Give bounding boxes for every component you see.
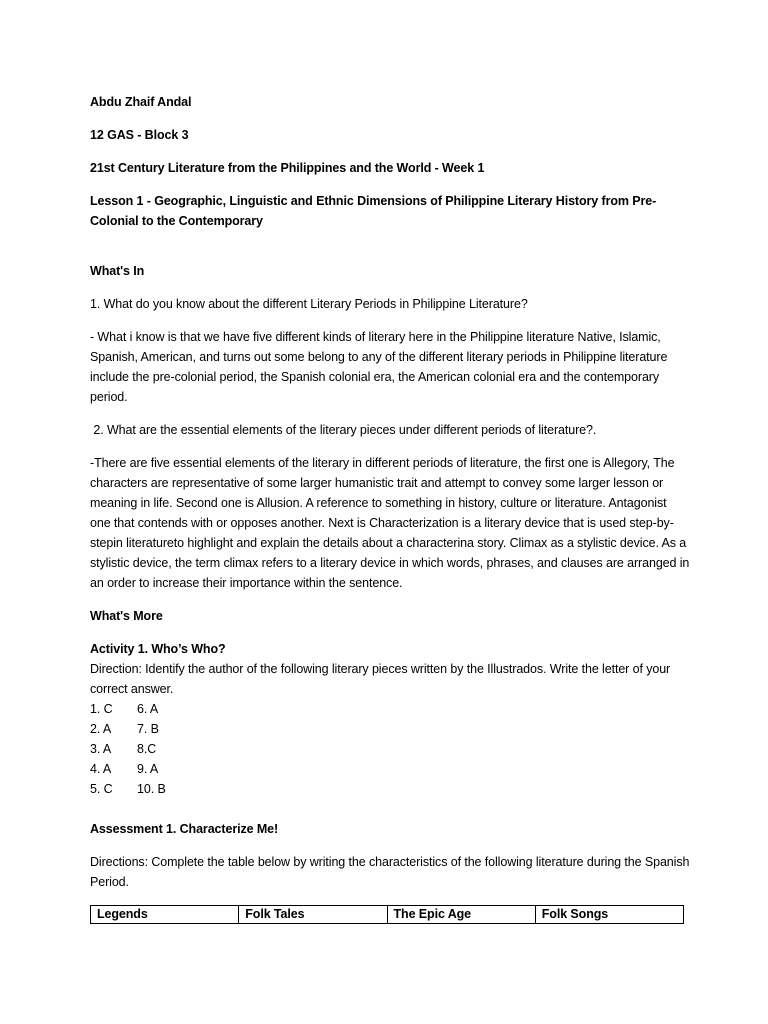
table-header-cell: Legends	[91, 906, 239, 924]
answer-right: 10. B	[137, 782, 166, 796]
answer-left: 1. C	[90, 702, 113, 716]
answer-left: 2. A	[90, 722, 112, 736]
whats-more-heading: What's More	[90, 609, 163, 623]
activity-direction: Direction: Identify the author of the following literary pieces written by the Illustrados. Write the letter of your correct answer.	[90, 662, 671, 696]
answer-row	[90, 759, 690, 779]
table-header-cell: Folk Songs	[535, 906, 683, 924]
answer-row	[90, 739, 690, 759]
answer-row	[90, 719, 690, 739]
answer-row	[90, 699, 690, 719]
table-header-cell: The Epic Age	[387, 906, 535, 924]
table-header-cell: Folk Tales	[239, 906, 387, 924]
answer-left: 4. A	[90, 762, 112, 776]
answer-2: -There are five essential elements of the literary in different periods of literature, the first one is Allegory, The characters are representative of some larger humanistic trait and attempt to convey some larger lesson or meaning in life. Second one is Allusion. A reference to something in history, culture or literature. Antagonist one that contends with or opposes another. Next is Characterization is a literary device that is used step-by-stepin literatureto highlight and explain the details about a characterina story. Climax as a stylistic device. As a stylistic device, the term climax refers to a literary device in which words, phrases, and clauses are arranged in an order to increase their importance within the sentence.	[90, 456, 690, 590]
whats-in-heading: What's In	[90, 264, 145, 278]
question-2: 2. What are the essential elements of the literary pieces under different periods of literature?.	[90, 423, 597, 437]
answer-left: 5. C	[90, 782, 113, 796]
student-section: 12 GAS - Block 3	[90, 128, 189, 142]
activity-title: Activity 1. Who’s Who?	[90, 642, 226, 656]
table-header-row	[91, 906, 684, 924]
answer-key-list	[90, 699, 690, 799]
answer-1: - What i know is that we have five different kinds of literary here in the Philippine literature Native, Islamic, Spanish, American, and turns out some belong to any of the different literary periods in Philippine literature include the pre-colonial period, the Spanish colonial era, the American colonial era and the contemporary period.	[90, 330, 668, 404]
question-1: 1. What do you know about the different Literary Periods in Philippine Literature?	[90, 297, 528, 311]
answer-left: 3. A	[90, 742, 112, 756]
lesson-title: Lesson 1 - Geographic, Linguistic and Ethnic Dimensions of Philippine Literary History from Pre-Colonial to the Contemporary	[90, 194, 657, 228]
assessment-title: Assessment 1. Characterize Me!	[90, 822, 279, 836]
answer-right: 8.C	[137, 742, 157, 756]
assessment-directions: Directions: Complete the table below by writing the characteristics of the following literature during the Spanish Period.	[90, 855, 690, 889]
student-name: Abdu Zhaif Andal	[90, 95, 192, 109]
characteristics-table	[90, 905, 684, 924]
answer-row	[90, 779, 690, 799]
document-page	[90, 92, 690, 924]
answer-right: 7. B	[137, 722, 159, 736]
answer-right: 6. A	[137, 702, 159, 716]
course-title: 21st Century Literature from the Philippines and the World - Week 1	[90, 161, 485, 175]
answer-right: 9. A	[137, 762, 159, 776]
